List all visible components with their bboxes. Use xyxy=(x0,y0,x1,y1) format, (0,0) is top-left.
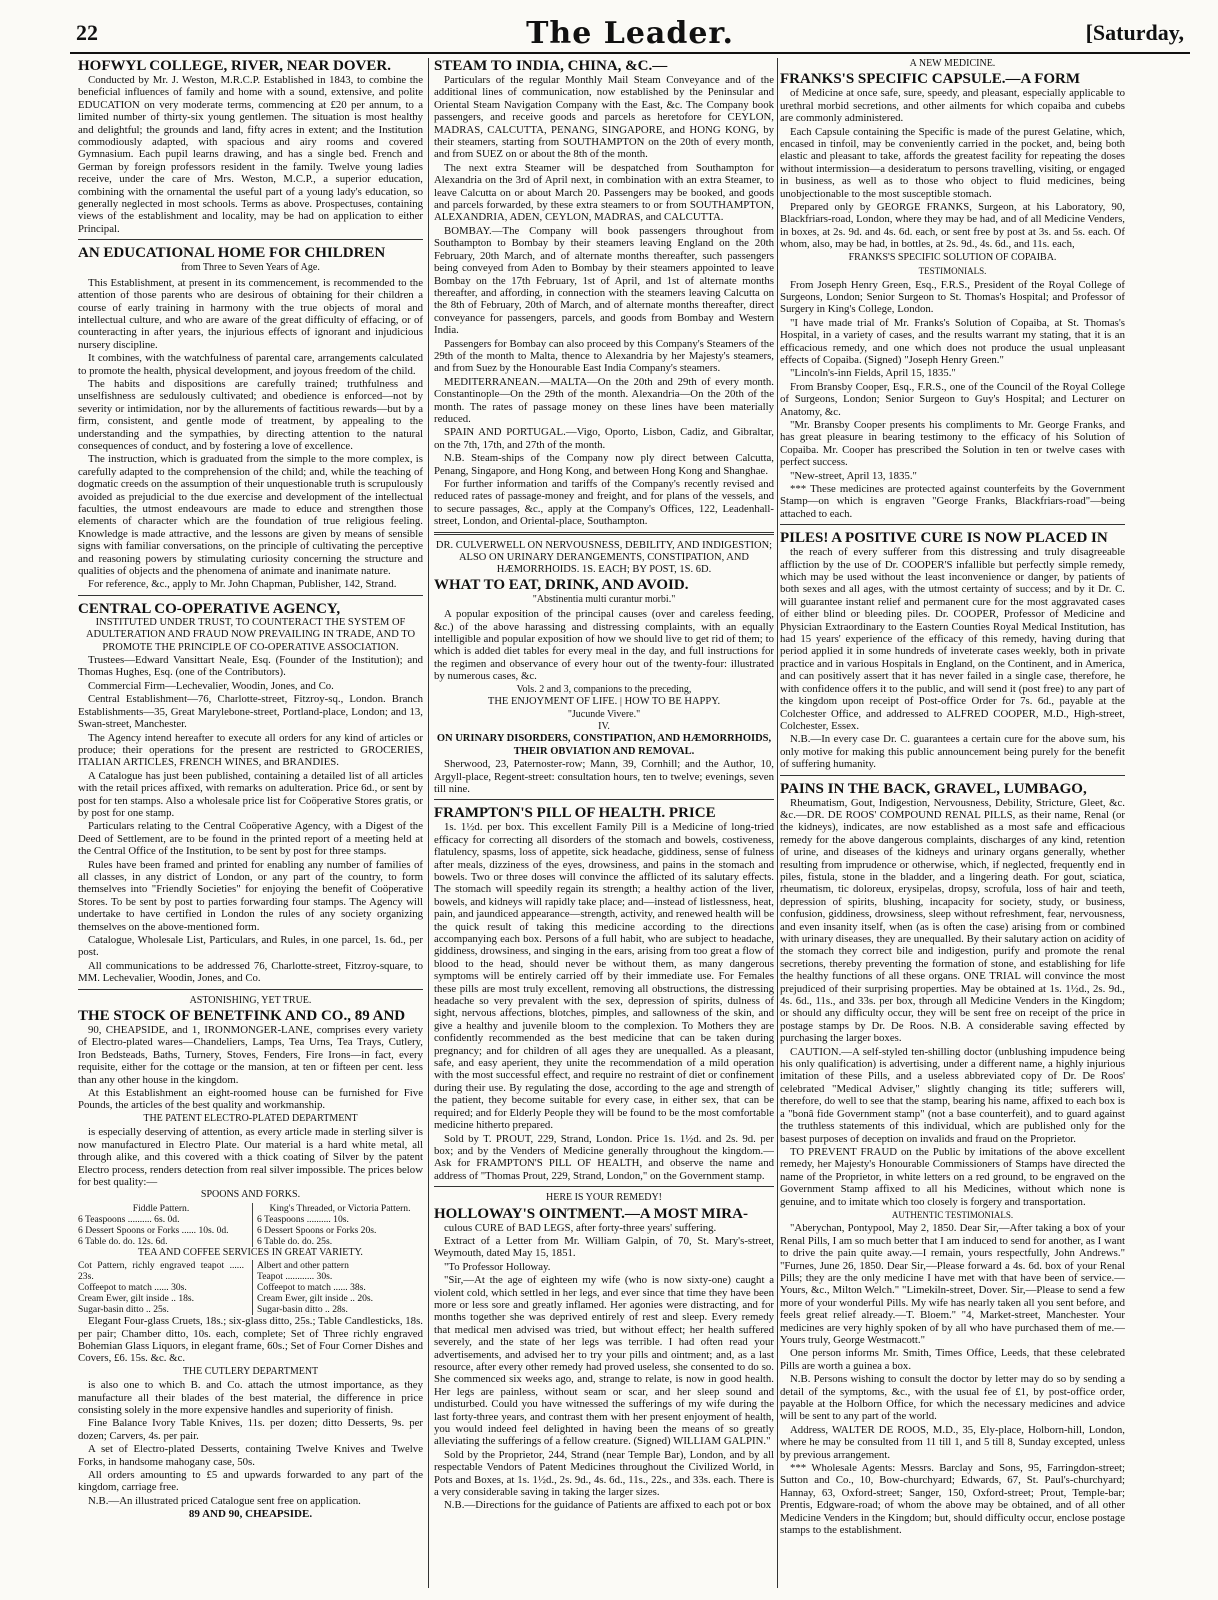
ad-line: ON URINARY DISORDERS, CONSTIPATION, AND HÆMORRHOIDS, THEIR OBVIATION AND REMOVAL. xyxy=(436,733,772,757)
ad-paragraph: From Bransby Cooper, Esq., F.R.S., one of the Council of the Royal College of Surgeons, London; Senior Surgeon to Guy's Hospital; and Lecturer on Anatomy, &c. xyxy=(780,380,1125,418)
price-table-tea xyxy=(78,1260,423,1315)
ad-paragraph: "I have made trial of Mr. Franks's Solution of Copaiba, at St. Thomas's Hospital, in a variety of cases, and the results warrant my stating, that it is an efficacious remedy, and one which does not produce the usual unpleasant effects of Copaiba. (Signed) "Joseph Henry Green." xyxy=(780,316,1125,366)
ad-paragraph: "Lincoln's-inn Fields, April 15, 1835." xyxy=(790,367,956,380)
ad-paragraph: TO PREVENT FRAUD on the Public by imitations of the above excellent remedy, her Majesty's Honourable Commissioners of Stamps have directed the name of the Proprietor, in white letters on a red ground, to be engraved on the Government Stamp affixed to all his Medicines, without which none is genuine, and to imitate which too closely is forgery and transportation. xyxy=(780,1145,1125,1208)
ad-paragraph: This Establishment, at present in its commencement, is recommended to the attention of those parents who are desirous of obtaining for their children a course of early training in harmony with the true objects of moral and intellectual culture, and who are aware of the great difficulty of effacing, or of counteracting in after years, the injurious effects of ignorant and injudicious nursery discipline. xyxy=(78,276,423,351)
ad-headline: STEAM TO INDIA, CHINA, &C.— xyxy=(434,58,668,74)
price-table-spoons xyxy=(78,1203,423,1247)
ad-headline: CENTRAL CO-OPERATIVE AGENCY, xyxy=(78,600,341,617)
price-row: 6 Teaspoons .......... 6s. 0d. xyxy=(78,1213,180,1225)
ad-paragraph: is also one to which B. and Co. attach the utmost importance, as they manufacture all their blades of the best material, the difference in price consisting solely in the more expensive handles and superiority of finish. xyxy=(78,1379,423,1416)
ad-paragraph: is especially deserving of attention, as every article made in sterling silver is now manufactured in Electro Plate. Our material is a hard white metal, all through alike, and this covered with a thick coating of Silver by the patent Electro process, renders detection from real silver impossible. The prices below for best quality:— xyxy=(78,1126,423,1188)
newspaper-title: The Leader. xyxy=(526,16,734,51)
ad-paragraph: A popular exposition of the principal causes (over and careless feeding, &c.) of the above harassing and distressing complaints, with an equally intelligible and popular exposition of how we should live to get rid of them; to which is added diet tables for every meal in the day, and full instructions for the regimen and observance of every hour out of the twenty-four: illustrated by numerous cases, &c. xyxy=(434,608,774,683)
ad-paragraph: BOMBAY.—The Company will book passengers throughout from Southampton to Bombay by their steamers leaving England on the 20th February, 20th March, and of alternate months thereafter, such passengers being conveyed from Aden to Bombay by their steamers appointed to leave Bombay on the 17th February, 1st of April, and 1st of alternate months thereafter, and affording, in connection with the steamers leaving Calcutta on the 8th of February, 20th of March, and of alternate months thereafter, direct conveyance for passengers, parcels, and goods from Bombay and Western India. xyxy=(434,224,774,337)
ad-paragraph: At this Establishment an eight-roomed house can be furnished for Five Pounds, the articles of the best quality and workmanship. xyxy=(78,1087,423,1112)
ad-paragraph: the reach of every sufferer from this distressing and truly disagreeable affliction by the use of Dr. COOPER'S infallible but perfectly simple remedy, which may be used without the least inconvenience or danger, by patients of both sexes and all ages, with the utmost certainty of success; and by it Dr. C. will guarantee instant relief and permanent cure for the most aggravated cases of either blind or bleeding piles. Dr. COOPER, Professor of Medicine and Physician Extraordinary to the Eastern Counties Royal Medical Institution, has had 15 years' experience of the efficacy of this remedy, having during that period applied it in some hundreds of inveterate cases weekly, both in private practice and in various Hospitals in England, on the Continent, and in America, and can positively assert that it has never failed in a single case, therefore, he with confidence offers it to the public, and will send it (post free) to any part of the kingdom upon receipt of Post-office Order for 7s. 6d., payable at the Colchester Office, and addressed to ALFRED COOPER, M.D., High-street, Colchester, Essex. xyxy=(780,546,1125,732)
price-row: Coffeepot to match ...... 38s. xyxy=(257,1282,366,1294)
ad-cooperative-agency xyxy=(78,601,423,985)
price-row: 6 Dessert Spoons or Forks ...... 10s. 0d. xyxy=(78,1224,229,1236)
ad-paragraph: Fine Balance Ivory Table Knives, 11s. per dozen; ditto Desserts, 9s. per dozen; Carvers, 4s. per pair. xyxy=(78,1417,423,1442)
price-list-right xyxy=(252,1260,423,1315)
ad-headline: AN EDUCATIONAL HOME FOR CHILDREN xyxy=(78,245,386,262)
rule xyxy=(78,989,423,990)
price-row: King's Threaded, or Victoria Pattern. xyxy=(269,1202,411,1214)
rule xyxy=(434,1186,774,1187)
ad-paragraph: Rheumatism, Gout, Indigestion, Nervousness, Debility, Stricture, Gleet, &c. &c.—DR. DE ROOS' COMPOUND RENAL PILLS, as their name, Renal (or the kidneys), indicates, are now established as a most safe and efficacious remedy for the above dangerous complaints, discharges of any kind, retention of urine, and diseases of the kidneys and urinary organs generally, whether resulting from imprudence or otherwise, which, if neglected, frequently end in piles, fistula, stone in the bladder, and a lingering death. For gout, sciatica, rheumatism, tic doloreux, erysipelas, dropsy, scrofula, loss of hair and teeth, depression of spirits, blushing, incapacity for society, study, or business, confusion, giddiness, drowsiness, sleep without refreshment, fear, nervousness, and even insanity itself, when (as is often the case) arising from or combined with urinary diseases, they are unequalled. By their salutary action on acidity of the stomach they correct bile and indigestion, purify and promote the renal secretions, thereby preventing the formation of stone, and establishing for life the healthy functions of all these organs. ONE TRIAL will convince the most prejudiced of their surprising properties. May be obtained at 1s. 1½d., 2s. 9d., 4s. 6d., 11s., and 33s. per box, through all Medicine Venders in the Kingdom; or should any difficulty occur, they will be sent free on receipt of the price in postage stamps by Dr. De Roos. N.B. A considerable saving effected by purchasing the larger boxes. xyxy=(780,796,1125,1045)
price-row: Fiddle Pattern. xyxy=(132,1202,190,1214)
ad-hofwyl-college xyxy=(78,58,423,235)
ad-paragraph: Sherwood, 23, Paternoster-row; Mann, 39, Cornhill; and the Author, 10, Argyll-place, Regent-street: consultation hours, ten to twelve; evenings, seven till nine. xyxy=(434,758,774,795)
section-heading: SPOONS AND FORKS. xyxy=(200,1189,301,1201)
ad-line: IV. xyxy=(598,720,610,732)
ad-headline: HOFWYL COLLEGE, RIVER, NEAR DOVER. xyxy=(78,58,391,74)
ad-paragraph: of Medicine at once safe, sure, speedy, and pleasant, especially applicable to urethral morbid secretions, and other ailments for which copaiba and cubebs are commonly administered. xyxy=(780,87,1125,125)
ad-paragraph: N.B. Persons wishing to consult the doctor by letter may do so by sending a detail of the symptoms, &c., with the usual fee of £1, by post-office order, payable at the Holborn Office, for which the necessary medicines and advice will be sent to any part of the world. xyxy=(780,1373,1125,1423)
price-list-left xyxy=(78,1260,244,1315)
ad-headline: FRANKS'S SPECIFIC CAPSULE.—A FORM xyxy=(780,71,1081,88)
ad-paragraph: The next extra Steamer will be despatched from Southampton for Alexandria on the 3rd of April next, in combination with an extra Steamer, to leave Calcutta on or about March 20. Passengers may be booked, and goods and parcels forwarded, by these extra steamers to or from SOUTHAMPTON, ALEXANDRIA, ADEN, CEYLON, MADRAS, and CALCUTTA. xyxy=(434,161,774,224)
section-heading: THE CUTLERY DEPARTMENT xyxy=(182,1365,319,1377)
ad-paragraph: Address, WALTER DE ROOS, M.D., 35, Ely-place, Holborn-hill, London, where he may be consulted from 11 till 1, and 5 till 8, Sunday excepted, unless by previous arrangement. xyxy=(780,1423,1125,1461)
price-list-left xyxy=(78,1203,244,1247)
price-row: 6 Table do. do. 12s. 6d. xyxy=(78,1235,168,1247)
masthead xyxy=(70,18,1190,54)
price-row: 6 Table do. do. 25s. xyxy=(257,1235,333,1247)
ad-headline: PILES! A POSITIVE CURE IS NOW PLACED IN xyxy=(780,530,1108,547)
rule xyxy=(78,239,423,240)
price-row: Sugar-basin ditto .. 28s. xyxy=(257,1304,348,1316)
ad-paragraph: Passengers for Bombay can also proceed by this Company's Steamers of the 29th of the month to Malta, thence to Alexandria by her Majesty's steamers, and from Suez by the Honourable East India Company's steamers. xyxy=(434,337,774,375)
ad-paragraph: Elegant Four-glass Cruets, 18s.; six-glass ditto, 25s.; Table Candlesticks, 18s. per pair; Chamber ditto, 10s. each, complete; Set of Three richly engraved Bohemian Glass Liquors, in elegant frame, 60s.; Set of Four Corner Dishes and Covers, £6. 15s. &c. &c. xyxy=(78,1315,423,1365)
ad-paragraph: 90, CHEAPSIDE, and 1, IRONMONGER-LANE, comprises every variety of Electro-plated wares—Chandeliers, Lamps, Tea Urns, Tea Trays, Cutlery, Iron Bedsteads, Baths, Turnery, Stoves, Fenders, Fire Irons—in fact, every requisite, either for the cottage or the mansion, at ten or fifteen per cent. less than any other house in the kingdom. xyxy=(78,1024,423,1086)
ad-paragraph: Prepared only by GEORGE FRANKS, Surgeon, at his Laboratory, 90, Blackfriars-road, London, where they may be had, and of all Medicine Venders, in boxes, at 2s. 9d. and 4s. 6d. each, or sent free by post at 3s. and 5s. each. Of whom, also, may be had, in bottles, at 2s. 9d., 4s. 6d., and 11s. each, xyxy=(780,201,1125,251)
ad-address: 89 AND 90, CHEAPSIDE. xyxy=(188,1508,313,1521)
ad-paragraph: From Joseph Henry Green, Esq., F.R.S., President of the Royal College of Surgeons, London; Senior Surgeon to St. Thomas's Hospital; and Professor of Surgery in King's College, London. xyxy=(780,278,1125,316)
ad-paragraph: Extract of a Letter from Mr. William Galpin, of 70, St. Mary's-street, Weymouth, dated May 15, 1851. xyxy=(434,1234,774,1260)
ad-renal-pills xyxy=(780,781,1125,1537)
ad-kicker: A NEW MEDICINE. xyxy=(909,58,996,69)
ad-line: "Jucunde Vivere." xyxy=(567,708,641,720)
price-row: Sugar-basin ditto .. 25s. xyxy=(78,1304,169,1316)
ad-paragraph: All orders amounting to £5 and upwards forwarded to any part of the kingdom, carriage free. xyxy=(78,1469,423,1494)
ad-paragraph: A set of Electro-plated Desserts, containing Twelve Knives and Twelve Forks, in handsome mahogany case, 50s. xyxy=(78,1443,423,1468)
column-divider xyxy=(777,58,778,1588)
ad-paragraph: Particulars of the regular Monthly Mail Steam Conveyance and of the additional lines of communication, now established by the Peninsular and Oriental Steam Navigation Company with the East, &c. The Company book passengers, and receive goods and parcels as heretofore for CEYLON, MADRAS, CALCUTTA, PENANG, SINGAPORE, and HONG KONG, by their steamers, starting from SOUTHAMPTON on the 20th of every month, and from SUEZ on or about the 8th of the month. xyxy=(434,74,774,161)
price-row: 6 Teaspoons .......... 10s. xyxy=(257,1213,349,1225)
ad-paragraph: Particulars relating to the Central Coöperative Agency, with a Digest of the Deed of Settlement, are to be found in the printed report of a meeting held at the Central Office of the Institution, to be sent by post for three stamps. xyxy=(78,820,423,858)
ad-headline: WHAT TO EAT, DRINK, AND AVOID. xyxy=(434,576,689,593)
column-1 xyxy=(78,58,423,1588)
ad-paragraph: One person informs Mr. Smith, Times Office, Leeds, that these celebrated Pills are worth a guinea a box. xyxy=(780,1347,1125,1372)
ad-culverwell xyxy=(434,540,774,796)
price-row: Cream Ewer, gilt inside .. 18s. xyxy=(78,1293,195,1305)
column-3 xyxy=(780,58,1125,1588)
rule xyxy=(434,532,774,535)
ad-paragraph: N.B.—In every case Dr. C. guarantees a certain cure for the above sum, his only motive for making this public announcement being purely for the benefit of suffering humanity. xyxy=(780,733,1125,771)
column-2 xyxy=(434,58,774,1588)
ad-paragraph: N.B.—Directions for the guidance of Patients are affixed to each pot or box xyxy=(444,1499,772,1512)
ad-paragraph: Rules have been framed and printed for enabling any number of families of all classes, in any district of London, or any part of the country, to form themselves into "Friendly Societies" for enjoying the benefit of Coöperative Stores. To be sent by post to parties forwarding four stamps. The Agency will undertake to have certified in London the rules of any society organizing themselves on the above-mentioned form. xyxy=(78,858,423,933)
column-divider xyxy=(428,58,429,1588)
ad-franks-capsule xyxy=(780,58,1125,520)
ad-paragraph: "Sir,—At the age of eighteen my wife (who is now sixty-one) caught a violent cold, which settled in her legs, and ever since that time they have been more or less sore and greatly inflamed. Her agonies were distracting, and for months together she was deprived entirely of rest and sleep. Every remedy that medical men advised was tried, but without effect; her health suffered severely, and the state of her legs was terrible. I had often read your advertisements, and advised her to try your pills and ointment; and, as a last resource, after every other remedy had proved useless, she consented to do so. She commenced six weeks ago, and, strange to relate, is now in good health. Her legs are painless, without seam or scar, and her sleep sound and undisturbed. Could you have witnessed the sufferings of my wife during the last forty-three years, and contrast them with her present enjoyment of health, you would indeed feel delighted in having been the means of so greatly alleviating the sufferings of a fellow creature. (Signed) WILLIAM GALPIN." xyxy=(434,1274,774,1448)
ad-paragraph: "Aberychan, Pontypool, May 2, 1850. Dear Sir,—After taking a box of your Renal Pills, I am so much better that I am induced to send for another, as I want to drive the pain quite away.—I remain, yours respectfully, John Andrews." "Furnes, June 26, 1850. Dear Sir,—Please forward a 4s. 6d. box of your Renal Pills; they are the only medicine I have met with that have been of service.—Yours, &c., Milton Welch." "Limekiln-street, Dover. Sir,—Please to send a few more of your wonderful Pills. My wife has nearly taken all you sent before, and feels great relief already.—T. Bloem." "4, Market-street, Manchester. Your medicines are very highly spoken of by all who have purchased them of me.—Yours truly, George Westmacott." xyxy=(780,1222,1125,1346)
ad-paragraph: *** Wholesale Agents: Messrs. Barclay and Sons, 95, Farringdon-street; Sutton and Co., 10, Bow-churchyard; Edwards, 67, St. Paul's-churchyard; Hannay, 63, Oxford-street; Sanger, 150, Oxford-street; Prout, Temple-bar; Prentis, Edgware-road; of whom the above may be obtained, and of all other Medicine Venders in the Kingdom; but, should difficulty occur, enclose postage stamps to the establishment. xyxy=(780,1462,1125,1537)
ad-body: Conducted by Mr. J. Weston, M.R.C.P. Established in 1843, to combine the beneficial influences of family and home with a sound, extensive, and polite EDUCATION on very moderate terms, commencing at £20 per annum, to a limited number of thirty-six young gentlemen. The situation is most healthy and delightful; the grounds and land, fifty acres in extent; and the Institution commodiously adapted, with spacious and airy rooms and covered Gymnasium. Each pupil learns drawing, and has a single bed. French and German by foreign professors resident in the family. Twelve young ladies receive, under the care of Mrs. Weston, M.C.P., a superior education, combining with the ornamental the useful part of a young lady's education, so generally neglected in most schools. Terms as above. Prospectuses, containing views of the establishment and locality, may be had on application to either Principal. xyxy=(78,74,423,235)
ad-paragraph: *** These medicines are protected against counterfeits by the Government Stamp—on which is engraven "George Franks, Blackfriars-road"—being attached to each. xyxy=(780,483,1125,520)
ad-headline: PAINS IN THE BACK, GRAVEL, LUMBAGO, xyxy=(780,780,1087,797)
ad-kicker: HERE IS YOUR REMEDY! xyxy=(545,1192,662,1204)
ad-paragraph: MEDITERRANEAN.—MALTA—On the 20th and 29th of every month. Constantinople—On the 29th of the month. Alexandria—On the 20th of the month. The rates of passage money on these lines have been materially reduced. xyxy=(434,375,774,425)
ad-paragraph: Central Establishment—76, Charlotte-street, Fitzroy-sq., London. Branch Establishments—35, Great Marylebone-street, Portland-place, London; and 13, Swan-street, Manchester. xyxy=(78,693,423,731)
ad-paragraph: N.B. Steam-ships of the Company now ply direct between Calcutta, Penang, Singapore, and Hong Kong, and between Hong Kong and Shanghae. xyxy=(434,452,774,477)
ad-paragraph: SPAIN AND PORTUGAL.—Vigo, Oporto, Lisbon, Cadiz, and Gibraltar, on the 7th, 17th, and 27th of the month. xyxy=(434,426,774,451)
rule xyxy=(434,799,774,800)
ad-paragraph: Trustees—Edward Vansittart Neale, Esq. (Founder of the Institution); and Thomas Hughes, Esq. (one of the Contributors). xyxy=(78,654,423,679)
section-heading: TESTIMONIALS. xyxy=(918,266,987,277)
issue-day: [Saturday, xyxy=(1085,20,1184,45)
ad-line: Vols. 2 and 3, companions to the preceding, xyxy=(516,683,692,695)
ad-holloway-ointment xyxy=(434,1192,774,1512)
ad-lead: DR. CULVERWELL ON NERVOUSNESS, DEBILITY, AND INDIGESTION; ALSO ON URINARY DERANGEMENTS, CONSTIPATION, AND HÆMORRHOIDS. 1S. EACH; BY POST, 1S. 6D. xyxy=(435,539,773,576)
rule xyxy=(78,595,423,596)
ad-paragraph: N.B.—An illustrated priced Catalogue sent free on application. xyxy=(88,1494,361,1507)
price-row: 6 Dessert Spoons or Forks 20s. xyxy=(257,1224,377,1236)
section-heading: AUTHENTIC TESTIMONIALS. xyxy=(891,1209,1014,1220)
rule xyxy=(780,524,1125,525)
ad-paragraph: Sold by T. PROUT, 229, Strand, London. Price 1s. 1½d. and 2s. 9d. per box; and by the Venders of Medicine generally throughout the kingdom.—Ask for FRAMPTON'S PILL OF HEALTH, and observe the name and address of "Thomas Prout, 229, Strand, London," on the Government stamp. xyxy=(434,1132,774,1182)
ad-educational-home xyxy=(78,245,423,591)
ad-paragraph: "New-street, April 13, 1835." xyxy=(790,469,917,482)
ad-paragraph: Sold by the Proprietor, 244, Strand (near Temple Bar), London, and by all respectable Vendors of Patent Medicines throughout the Civilized World, in Pots and Boxes, at 1s. 1½d., 2s. 9d., 4s. 6d., 11s., 22s., and 33s. each. There is a very considerable saving in taking the larger sizes. xyxy=(434,1448,774,1499)
section-heading: TEA AND COFFEE SERVICES IN GREAT VARIETY. xyxy=(138,1246,363,1258)
ad-paragraph: Commercial Firm—Lechevalier, Woodin, Jones, and Co. xyxy=(88,679,334,692)
ad-paragraph: "Mr. Bransby Cooper presents his compliments to Mr. George Franks, and has great pleasure in bearing testimony to the efficacy of his Solution of Copaiba. Mr. Cooper has prescribed the Solution in ten or twelve cases with perfect success. xyxy=(780,418,1125,469)
ad-paragraph: The Agency intend hereafter to execute all orders for any kind of articles or produce; their operations for the present are restricted to GROCERIES, ITALIAN ARTICLES, FRENCH WINES, and BRANDIES. xyxy=(78,731,423,769)
page-number: 22 xyxy=(76,20,98,45)
ad-paragraph: For further information and tariffs of the Company's recently revised and reduced rates of passage-money and freight, and for plans of the vessels, and to secure passages, &c., apply at the Company's Offices, 122, Leadenhall-street, London, and Oriental-place, Southampton. xyxy=(434,478,774,528)
price-row: Teapot ............ 30s. xyxy=(257,1271,333,1283)
ad-paragraph: All communications to be addressed 76, Charlotte-street, Fitzroy-square, to MM. Lechevalier, Woodin, Jones, and Co. xyxy=(78,959,423,985)
ad-paragraph: "To Professor Holloway. xyxy=(444,1260,551,1273)
price-row: Cot Pattern, richly engraved teapot ...... 23s. xyxy=(78,1260,244,1283)
ad-frampton-pill xyxy=(434,805,774,1182)
ad-paragraph: It combines, with the watchfulness of parental care, arrangements calculated to promote the health, physical development, and joyous freedom of the child. xyxy=(78,352,423,377)
ad-steam-to-india xyxy=(434,58,774,528)
ad-subtitle: from Three to Seven Years of Age. xyxy=(181,262,320,274)
ad-benetfink xyxy=(78,995,423,1521)
section-heading: THE PATENT ELECTRO-PLATED DEPARTMENT xyxy=(143,1112,358,1124)
ad-paragraph: CAUTION.—A self-styled ten-shilling doctor (unblushing impudence being his only qualification) is advertising, under a different name, a highly injurious imitation of these Pills, and a useless abbreviated copy of Dr. De Roos' celebrated "Medical Adviser," slightly changing its title; sufferers will, therefore, do well to see that the stamp, bearing his name, affixed to each box is a "bonâ fide Government stamp" (not a base counterfeit), and to guard against the truthless statements of this individual, which are published only for the basest purposes of deception on invalids and fraud on the Proprietor. xyxy=(780,1045,1125,1145)
ad-paragraph: Each Capsule containing the Specific is made of the purest Gelatine, which, encased in tinfoil, may be conveniently carried in the pocket, and, being both elastic and pleasant to take, affords the greatest facility for repeating the doses without intermission—a desideratum to persons travelling, visiting, or engaged in business, as well as to those who object to fluid medicines, being unobjectionable to the most susceptible stomach. xyxy=(780,125,1125,200)
ad-motto: "Abstinentia multi curantur morbi." xyxy=(532,593,676,605)
price-list-right xyxy=(252,1203,423,1247)
ad-paragraph: The habits and dispositions are carefully trained; truthfulness and unselfishness are sedulously cultivated; and obedience is enforced—not by severity or intimidation, nor by the allurements of factitious rewards—but by a firm, consistent, and gentle mode of treatment, by appealing to the understanding and the sympathies, by directing attention to the natural consequences of conduct, and by fostering a love of excellence. xyxy=(78,377,423,452)
rule xyxy=(780,775,1125,776)
ad-paragraph: For reference, &c., apply to Mr. John Chapman, Publisher, 142, Strand. xyxy=(88,578,397,591)
ad-paragraph: Catalogue, Wholesale List, Particulars, and Rules, in one parcel, 1s. 6d., per post. xyxy=(78,934,423,959)
ad-headline: THE STOCK OF BENETFINK AND CO., 89 AND xyxy=(78,1008,406,1025)
ad-kicker: ASTONISHING, YET TRUE. xyxy=(189,994,312,1006)
ad-paragraph: A Catalogue has just been published, containing a detailed list of all articles with the retail prices affixed, with remarks on adulteration. Price 6d., or sent by post for ten stamps. Also a wholesale price list for Coöperative Stores gratis, or by post for one stamp. xyxy=(78,769,423,819)
ad-headline: FRAMPTON'S PILL OF HEALTH. PRICE xyxy=(434,805,716,822)
ad-paragraph: culous CURE of BAD LEGS, after forty-three years' suffering. xyxy=(444,1221,717,1234)
section-heading: FRANKS'S SPECIFIC SOLUTION OF COPAIBA. xyxy=(848,251,1057,263)
ad-line: THE ENJOYMENT OF LIFE. | HOW TO BE HAPPY. xyxy=(487,696,721,708)
ad-headline: HOLLOWAY'S OINTMENT.—A MOST MIRA- xyxy=(434,1205,748,1222)
price-row: Cream Ewer, gilt inside .. 20s. xyxy=(257,1293,374,1305)
price-row: Coffeepot to match ...... 30s. xyxy=(78,1282,187,1294)
ad-paragraph: The instruction, which is graduated from the simple to the more complex, is carefully adapted to the comprehension of the child; and, while the teaching of dogmatic creeds on the assumption of their unquestionable truth is scrupulously avoided as prejudicial to the due exercise and development of the intellectual faculties, the utmost endeavours are made to educe and strengthen those elements of character which are the foundation of true religious feeling. Knowledge is made attractive, and the lessons are given by means of sensible signs with familiar conversations, on the principle of cultivating the perceptive and reasoning powers by stimulating curiosity concerning the structure and qualities of objects and the phenomena of animate and inanimate nature. xyxy=(78,453,423,578)
price-row: Albert and other pattern xyxy=(257,1260,349,1272)
ad-piles-cure xyxy=(780,530,1125,770)
ad-subtitle: INSTITUTED UNDER TRUST, TO COUNTERACT THE SYSTEM OF ADULTERATION AND FRAUD NOW PREVAILING IN TRADE, AND TO PROMOTE THE PRINCIPLE OF CO-OPERATIVE ASSOCIATION. xyxy=(85,616,416,653)
ad-paragraph: 1s. 1½d. per box. This excellent Family Pill is a Medicine of long-tried efficacy for correcting all disorders of the stomach and bowels, costiveness, flatulency, spasms, loss of appetite, sick headache, giddiness, sense of fulness after meals, dizziness of the eyes, drowsiness, and pains in the stomach and bowels. Two or three doses will convince the afflicted of its salutary effects. The stomach will speedily regain its strength; a healthy action of the liver, bowels, and kidneys will rapidly take place; and—instead of listlessness, heat, pain, and jaundiced appearance—strength, activity, and renewed health will be the quick result of taking this medicine according to the directions accompanying each box. Persons of a full habit, who are subject to headache, giddiness, drowsiness, and singing in the ears, arising from too great a flow of blood to the head, should never be without them, as many dangerous symptoms will be entirely carried off by their immediate use. For Females these pills are most truly excellent, removing all obstructions, the distressing headache so very prevalent with the sex, depression of spirits, dulness of sight, nervous affections, blotches, pimples, and sallowness of the skin, and give a healthy and juvenile bloom to the complexion. To Mothers they are confidently recommended as the best medicine that can be taken during pregnancy; and for children of all ages they are unequalled. As a pleasant, safe, and easy aperient, they unite the recommendation of a mild operation with the most successful effect, and require no restraint of diet or confinement during their use. By regulating the dose, according to the age and strength of the patient, they become suitable for every case, in either sex, that can be required; and for Elderly People they will be found to be the most comfortable medicine hitherto prepared. xyxy=(434,821,774,1132)
